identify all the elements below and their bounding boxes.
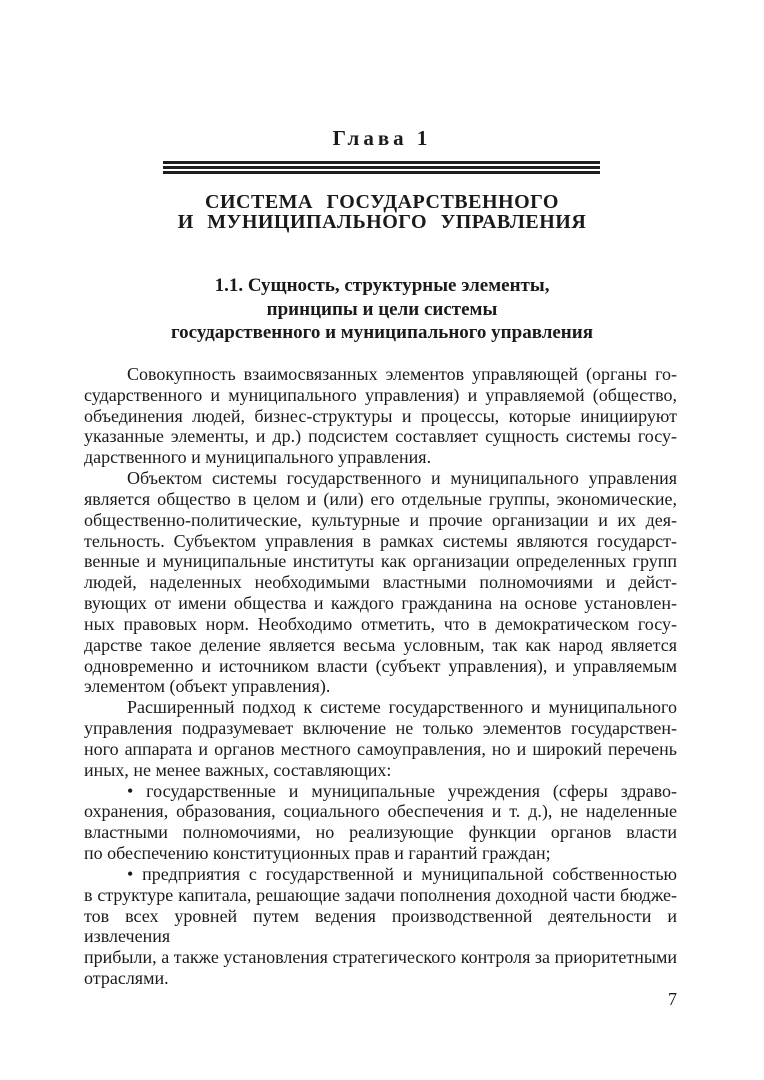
chapter-label: Глава 1 xyxy=(332,126,432,150)
text-line: Объектом системы государственного и муниципального управления xyxy=(127,468,677,489)
section-title-line: принципы и цели системы xyxy=(266,298,498,320)
text-line: ного аппарата и органов местного самоуправления, но и широкий перечень xyxy=(84,738,677,759)
paragraph xyxy=(84,364,677,468)
chapter-title-line: И МУНИЦИПАЛЬНОГО УПРАВЛЕНИЯ xyxy=(177,211,587,233)
text-line: вующих от имени общества и каждого гражданина на основе установлен- xyxy=(84,593,677,614)
chapter-title-line: СИСТЕМА ГОСУДАРСТВЕННОГО xyxy=(205,191,559,213)
text-line: тов всех уровней путем ведения производственной деятельности и извлечения xyxy=(84,905,677,947)
text-line: сударственного и муниципального управления) и управляемой (общество, xyxy=(84,384,677,405)
text-line: прибыли, а также установления стратегического контроля за приоритетными xyxy=(84,947,677,968)
divider-rule xyxy=(163,161,600,174)
text-line: людей, наделенных необходимыми властными полномочиями и дейст- xyxy=(84,572,677,593)
divider-rule-bar xyxy=(163,161,600,164)
paragraph xyxy=(84,697,677,780)
text-line: указанные элементы, и др.) подсистем составляет сущность системы госу- xyxy=(84,426,677,447)
bullet-paragraph xyxy=(84,864,677,989)
divider-rule-bar xyxy=(163,166,600,170)
text-line: охранения, образования, социального обеспечения и т. д.), не наделенные xyxy=(84,801,677,822)
text-line: элементом (объект управления). xyxy=(84,676,331,697)
text-line: дарственного и муниципального управления. xyxy=(84,447,432,468)
text-line: иных, не менее важных, составляющих: xyxy=(84,759,392,780)
text-line: одновременно и источником власти (субъект управления), и управляемым xyxy=(84,655,677,676)
section-title xyxy=(0,274,764,345)
chapter-title xyxy=(0,192,764,232)
text-line: тельность. Субъектом управления в рамках системы являются государст- xyxy=(84,530,677,551)
text-line: властными полномочиями, но реализующие функции органов власти xyxy=(84,822,677,843)
section-title-line: 1.1. Сущность, структурные элементы, xyxy=(214,275,550,296)
body-text xyxy=(84,364,677,989)
text-line: отраслями. xyxy=(84,968,169,989)
text-line: управления подразумевает включение не только элементов государствен- xyxy=(84,718,677,739)
text-line: общественно-политические, культурные и прочие организации и их дея- xyxy=(84,509,677,530)
text-line: ных правовых норм. Необходимо отметить, что в демократическом госу- xyxy=(84,613,677,634)
text-line: в структуре капитала, решающие задачи пополнения доходной части бюдже- xyxy=(84,884,677,905)
section-title-line: государственного и муниципального управления xyxy=(171,322,593,343)
text-line: Расширенный подход к системе государственного и муниципального xyxy=(127,697,677,718)
page-number: 7 xyxy=(668,989,677,1009)
text-line: • предприятия с государственной и муниципальной собственностью xyxy=(127,863,677,884)
text-line: объединения людей, бизнес-структуры и процессы, которые инициируют xyxy=(84,405,677,426)
paragraph xyxy=(84,468,677,697)
text-line: венные и муниципальные институты как организации определенных групп xyxy=(84,551,677,572)
text-line: Совокупность взаимосвязанных элементов управляющей (органы го- xyxy=(127,364,677,384)
text-line: • государственные и муниципальные учреждения (сферы здраво- xyxy=(127,780,677,801)
text-line: дарстве такое деление является весьма условным, так как народ является xyxy=(84,634,677,655)
divider-rule-bar xyxy=(163,171,600,174)
text-line: по обеспечению конституционных прав и гарантий граждан; xyxy=(84,843,551,864)
bullet-paragraph xyxy=(84,781,677,864)
text-line: является общество в целом и (или) его отдельные группы, экономические, xyxy=(84,488,677,509)
